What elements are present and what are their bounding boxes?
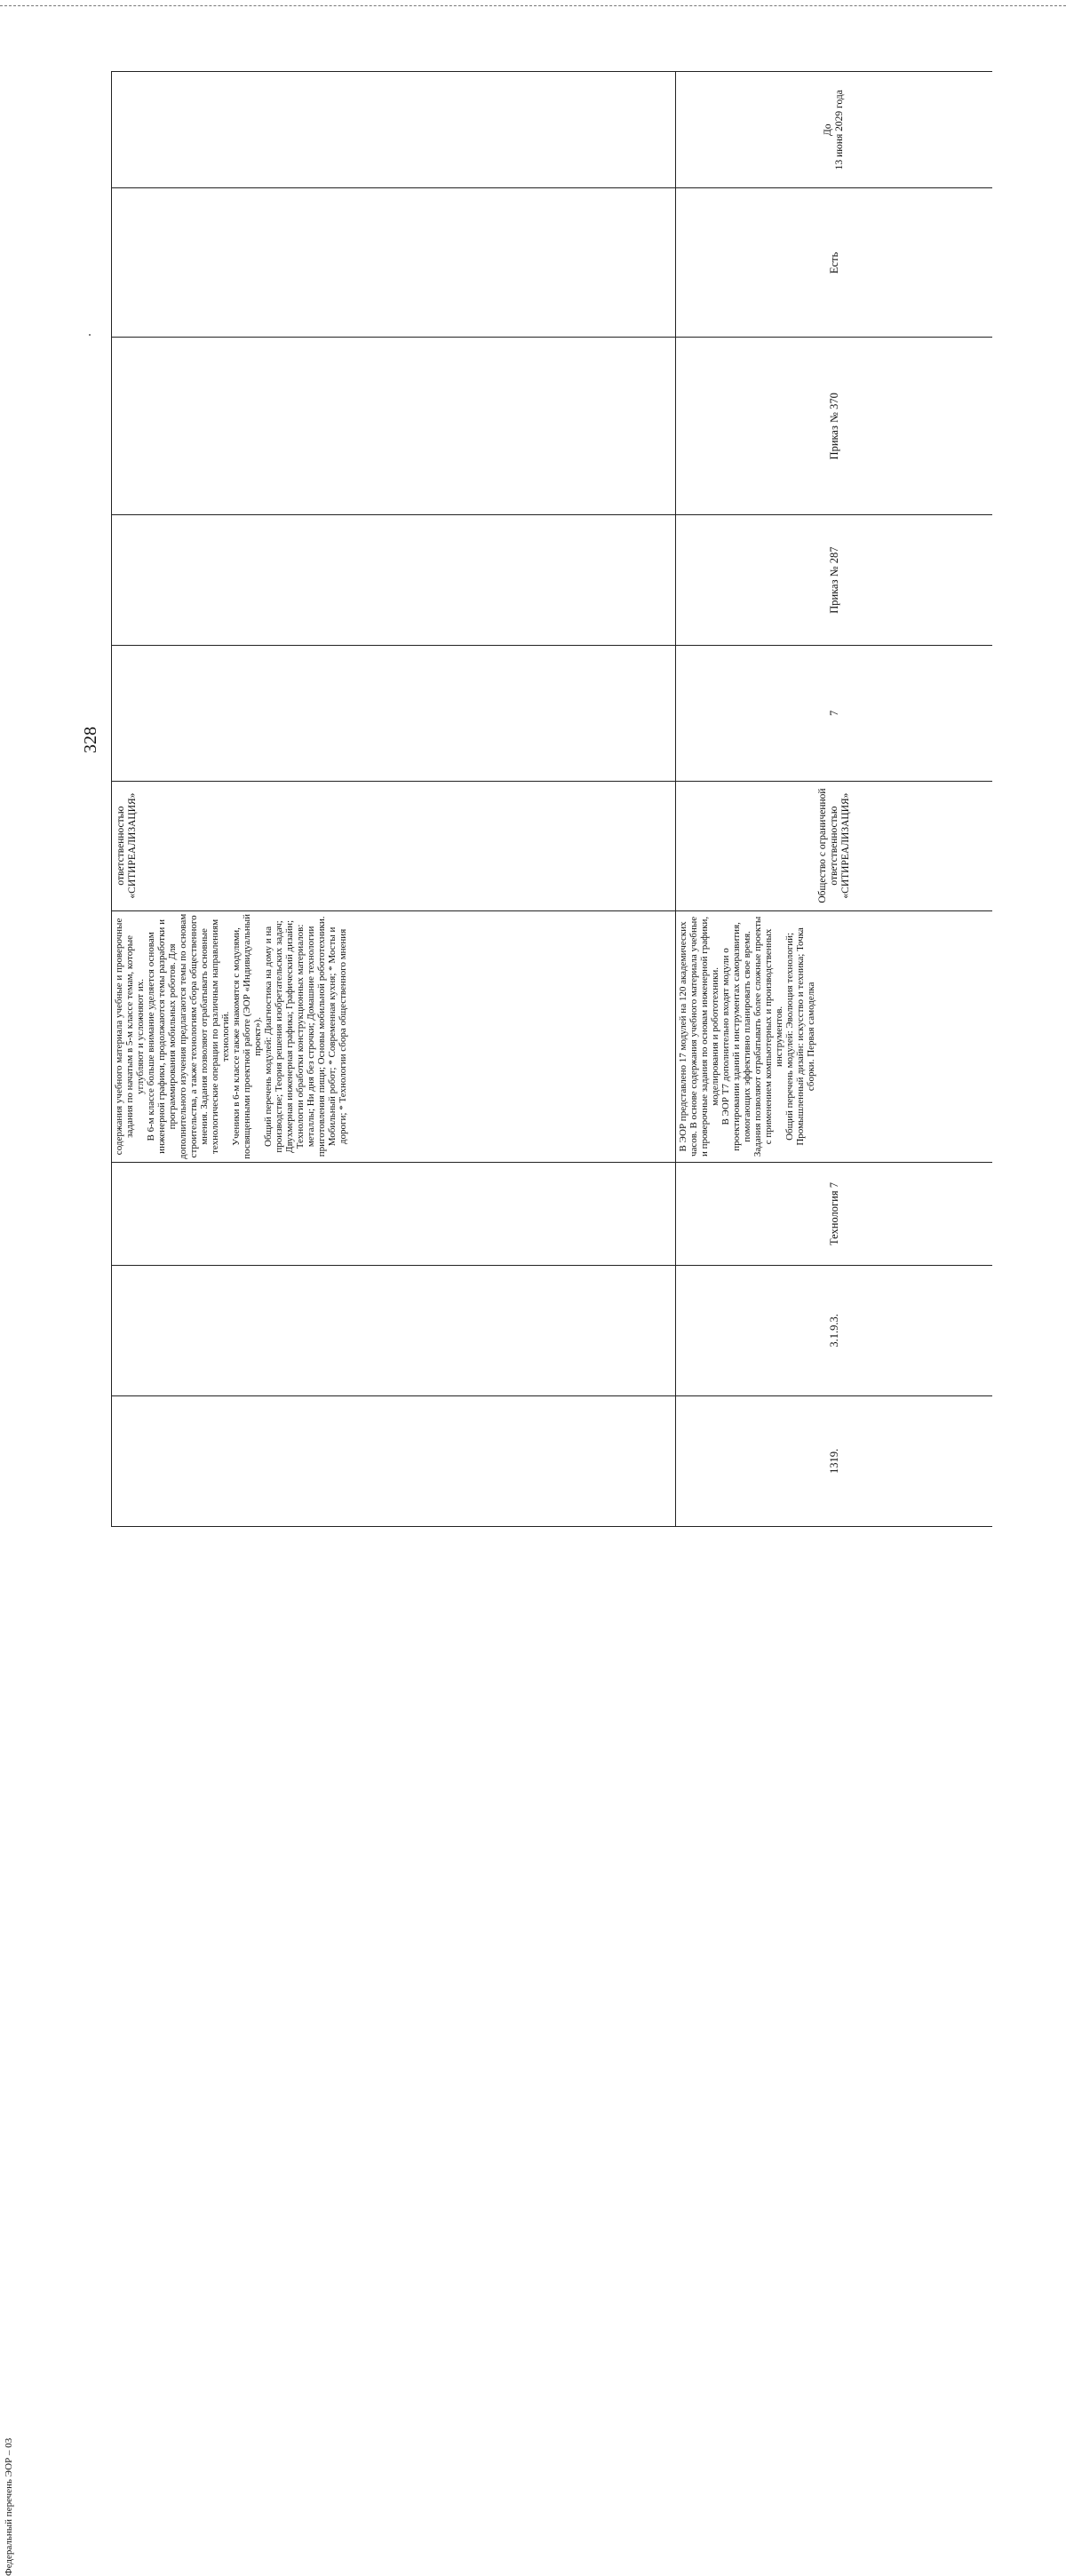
cell-availability: Есть [676, 188, 993, 338]
cell-number: 1319. [676, 1395, 993, 1526]
scan-edge-line [0, 5, 1066, 6]
page-number: 328 [81, 727, 100, 753]
cell-name: Технология 7 [676, 1163, 993, 1266]
cell-organization: ответственностью «СИТИРЕАЛИЗАЦИЯ» [112, 781, 676, 910]
cell-order-2: Приказ № 370 [676, 338, 993, 515]
rotated-table-container [111, 71, 992, 1527]
table-row [676, 72, 993, 1527]
eor-table-frame [111, 71, 992, 1527]
cell-order-1 [112, 515, 676, 646]
cell-description [112, 910, 676, 1163]
scan-speck [89, 334, 91, 336]
cell-organization: Общество с ограниченной ответственностью «СИТИРЕАЛИЗАЦИЯ» [676, 781, 993, 910]
deadline-text: До 13 июня 2029 года [823, 90, 845, 171]
cell-deadline [112, 72, 676, 188]
cell-order-2 [112, 338, 676, 515]
cell-description [676, 910, 993, 1163]
description-text: содержания учебного материала учебные и проверочные задания по начатым в 5-м классе темам, которые углубляют и усложняют их. В 6-м классе больше внимание уделяется основам инженерной графики, продолжаются темы разработки и программирования мобильных роботов. Для дополнительного изучения предлагаются темы по основам строительства, а также технологиям сбора общественного мнения. Задания позволяют отрабатывать основные технологические операции по различным направлениям технологий. Ученики в 6-м классе также знакомятся с модулями, посвященными проектной работе (ЭОР «Индивидуальный проект»). Общий перечень модулей: Диагностика на дому и на производстве; Теория решения изобретательских задач; Двухмерная инженерная графика; Графический дизайн; Технологии обработки конструкционных материалов: металлы; Ни дня без строчки; Домашние технологии приготовления пищи; Основы мобильной робототехники. Мобильный робот; * Современная кухня; * Мосты и дороги; * Технологии сбора общественного мнения [114, 913, 348, 1160]
cell-grade [112, 646, 676, 781]
table-row [112, 72, 676, 1527]
cell-deadline [676, 72, 993, 188]
cell-availability [112, 188, 676, 338]
cell-order-1: Приказ № 287 [676, 515, 993, 646]
eor-table [111, 71, 992, 1527]
cell-code: 3.1.9.3. [676, 1265, 993, 1395]
cell-name [112, 1163, 676, 1266]
cell-number [112, 1395, 676, 1526]
cell-grade: 7 [676, 646, 993, 781]
cell-code [112, 1265, 676, 1395]
description-text: В ЭОР представлено 17 модулей на 120 академических часов. В основе содержания учебного материала учебные и проверочные задания по основам инженерной графики, моделирования и робототехники. В ЭОР Т7 дополнительно входят модули о проектировании зданий и инструментах саморазвития, помогающих эффективно планировать свое время. Задания позволяют отрабатывать более сложные проекты с применением компьютерных и производственных инструментов. Общий перечень модулей: Эволюция технологий; Промышленный дизайн: искусство и техника; Точка сборки. Первая самоделка [678, 916, 816, 1157]
footer-caption: Федеральный перечень ЭОР – 03 [4, 2437, 14, 2576]
